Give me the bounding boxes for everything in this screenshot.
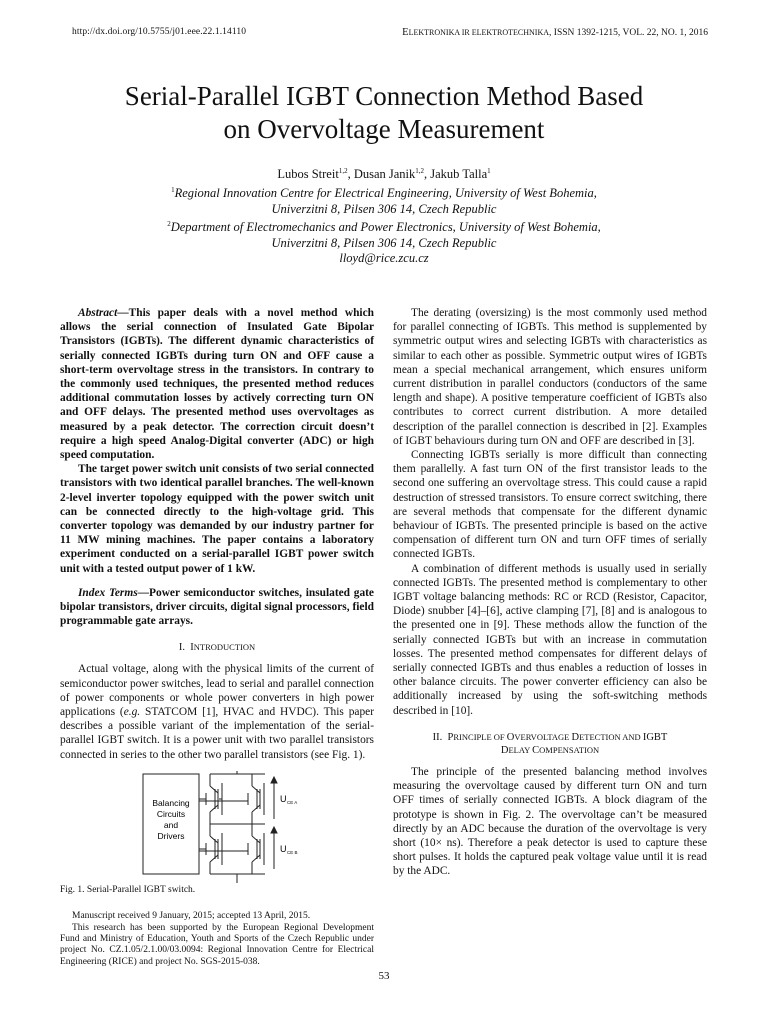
affiliation-1-text: Regional Innovation Centre for Electrical Engineering, University of West Bohemia, bbox=[174, 186, 597, 201]
box-label-1: Balancing bbox=[152, 797, 190, 808]
sec2-w1: P bbox=[447, 731, 454, 743]
affiliation-2-line-2: Univerzitni 8, Pilsen 306 14, Czech Republic bbox=[271, 235, 497, 250]
sec2-w3-rest: ETECTION AND bbox=[579, 731, 643, 742]
right-paragraph-2: Connecting IGBTs serially is more difficult than connecting them parallelly. A fast turn ON of the first transistor leads to the second one suffering an overvoltage stress. This could cause a rapid destruction of stressed transistors. To ensure correct switching, there are several methods that compensate for the different dynamic behaviour of IGBTs. The presented principle is based on the active compensation of different turn ON and turn OFF times of serially connected IGBTs. bbox=[393, 449, 707, 561]
sec2-w2-rest: VERVOLTAGE bbox=[514, 731, 572, 742]
footnote-line-2: This research has been supported by the European Regional Development Fund and Ministry of Education, Youth and Sports of the Czech Republic under project No. CZ.1.05/2.1.00/03.0094: Regional Innovation Centre for Electrical Engineering (RICE) and project No. SGS-2015-038. bbox=[60, 922, 374, 967]
sec2-w3: D bbox=[571, 731, 580, 743]
igbt-top-left bbox=[199, 774, 222, 824]
index-terms-text: —Power semiconductor switches, insulated gate bipolar transistors, driver circuits, digital signal processors, field programmable gate arrays. bbox=[60, 586, 374, 628]
affiliation-2-line-1 bbox=[40, 217, 728, 236]
affiliations bbox=[40, 183, 728, 267]
footnote bbox=[60, 911, 374, 968]
author-2-sup: 1,2 bbox=[415, 167, 425, 175]
box-label-3: and bbox=[163, 819, 179, 830]
section-number: I. bbox=[178, 642, 185, 654]
index-terms-label: Index Terms bbox=[78, 586, 138, 599]
affiliation-2-text: Department of Electromechanics and Power Electronics, University of West Bohemia, bbox=[170, 220, 601, 235]
figure-1-caption: Fig. 1. Serial-Parallel IGBT switch. bbox=[60, 884, 196, 895]
author-3-sup: 1 bbox=[487, 167, 491, 175]
abstract-paragraph-1 bbox=[60, 306, 374, 462]
igbt-bottom-right bbox=[199, 824, 264, 874]
section-heading-principle bbox=[393, 731, 707, 757]
label-uce-b: U bbox=[280, 843, 287, 854]
intro-text-b: STATCOM [1], HVAC and HVDC). This paper describes a possible variant of the implementation of the serial-parallel IGBT switch. It is a power unit with two parallel transistors connected in series to the other two parallel transistors (see Fig. 1). bbox=[60, 706, 374, 761]
intro-text-a: Actual voltage, along with the physical limits of the current of semiconductor power switches, lead to serial and parallel connection of power components or whole power converters in high power applications ( bbox=[60, 663, 374, 719]
intro-paragraph bbox=[60, 662, 374, 761]
sec2-w5-rest: ELAY bbox=[508, 744, 533, 755]
box-label-4: Drivers bbox=[157, 830, 185, 841]
voltage-arrow-a bbox=[271, 777, 277, 819]
label-uce-b-sub: CE B bbox=[287, 849, 298, 855]
right-column bbox=[393, 306, 707, 879]
abstract bbox=[60, 306, 374, 576]
right-paragraph-1: The derating (oversizing) is the most commonly used method for parallel connecting of IGBTs. This method is supplemented by symmetric output wires and selecting IGBTs with characteristics as similar to each other as possible. Symmetric output wires of IGBTs mean a special mechanical arrangement, which ensures uniform current distribution in parallel conductors (conductors of the same length and shape). A positive temperature coefficient of IGBTs also contributes to correct current distribution. A more detailed description of the parallel connection is described in [2]. Examples of IGBT behaviours during turn ON and OFF are described in [3]. bbox=[393, 307, 707, 447]
label-uce-a: U bbox=[280, 793, 287, 804]
intro-eg: e.g. bbox=[123, 706, 141, 719]
author-1-sup: 1,2 bbox=[338, 167, 348, 175]
doi-link[interactable]: http://dx.doi.org/10.5755/j01.eee.22.1.14110 bbox=[72, 27, 247, 37]
sec2-w6: C bbox=[532, 744, 540, 756]
section-rest: NTRODUCTION bbox=[193, 642, 256, 653]
journal-name: LEKTRONIKA IR ELEKTROTECHNIKA bbox=[408, 28, 550, 37]
author-3: , Jakub Talla bbox=[424, 167, 488, 182]
igbt-switch-diagram bbox=[60, 771, 374, 883]
section-heading-introduction bbox=[60, 641, 374, 654]
right-paragraph-4: The principle of the presented balancing method involves measuring the overvoltage caused by different turn ON and turn OFF times of serially connected IGBTs. A block diagram of the prototype is shown in Fig. 2. The overvoltage can’t be measured directly by an ADC because the duration of the overvoltage is very short (10× ns). Therefore a peak detector is used to capture these short pulses. It holds the captured peak voltage value until it is read by the ADC. bbox=[393, 765, 707, 878]
paper-title bbox=[40, 80, 728, 146]
index-terms bbox=[60, 586, 374, 629]
sec2-w6-rest: OMPENSATION bbox=[539, 744, 600, 755]
figure-1 bbox=[60, 771, 374, 883]
sec2-w4: IGBT bbox=[642, 731, 668, 743]
affiliation-1-line-1 bbox=[40, 183, 728, 202]
affiliation-1-line-2: Univerzitni 8, Pilsen 306 14, Czech Republic bbox=[271, 201, 497, 216]
affiliation-2-sup: 2 bbox=[167, 220, 171, 229]
right-paragraph-3: A combination of different methods is usually used in serially connected IGBTs. The presented method is complementary to other IGBT voltage balancing methods: RC or RCD (Resistor, Capacitor, Diode) snubber [4]–[6], active clamping [7], [8] and is analogous to the presented one in [9]. These methods allow the function of the serially connected IGBTs but with an increase in commutation losses. The presented method compensates for different delays of serially connected IGBTs and thus enables a reduction of losses in other balance circuits. The power converter efficiency can also be additionally increased by using the soft-switching methods described in [10]. bbox=[393, 562, 707, 717]
sec2-w1-rest: RINCIPLE OF bbox=[453, 731, 507, 742]
title-line-2: on Overvoltage Measurement bbox=[223, 114, 545, 144]
abstract-label: Abstract bbox=[78, 307, 118, 319]
email[interactable]: lloyd@rice.zcu.cz bbox=[339, 251, 429, 266]
journal-meta: , ISSN 1392-1215, VOL. 22, NO. 1, 2016 bbox=[549, 28, 708, 38]
journal-initial: E bbox=[402, 27, 409, 38]
voltage-arrow-b bbox=[271, 827, 277, 869]
abstract-paragraph-2: The target power switch unit consists of two serial connected transistors with two identical parallel branches. The well-known 2-level inverter topology equipped with the power switch unit can be connected directly to the high-voltage grid. This converter topology was demanded by our industry partner for 11 MW mining machines. The paper contains a laboratory experiment conducted on a serial-parallel IGBT power switch unit with a tested output power of 1 kW. bbox=[60, 463, 374, 575]
box-label-2: Circuits bbox=[156, 808, 186, 819]
igbt-bottom-left bbox=[199, 824, 222, 874]
affiliation-1-sup: 1 bbox=[171, 186, 175, 194]
igbt-top-right bbox=[199, 774, 264, 824]
author-2: , Dusan Janik bbox=[347, 167, 416, 182]
author-1: Lubos Streit bbox=[277, 167, 339, 182]
label-uce-a-sub: CE A bbox=[287, 799, 298, 805]
left-column bbox=[60, 306, 374, 968]
author-list bbox=[40, 167, 728, 182]
footnote-line-1: Manuscript received 9 January, 2015; accepted 13 April, 2015. bbox=[72, 911, 311, 922]
journal-header bbox=[402, 27, 708, 38]
sec2-w5: D bbox=[500, 744, 509, 756]
sec2-number: II. bbox=[432, 731, 443, 743]
sec2-w2: O bbox=[506, 731, 515, 743]
page-number: 53 bbox=[378, 970, 390, 982]
abstract-text-1: —This paper deals with a novel method which allows the serial connection of Insulated Gate Bipolar Transistors (IGBTs). The different dynamic characteristics of serially connected IGBTs during turn ON and OFF cause a short-term overvoltage stress in the transistors. In contrary to the commonly used techniques, the presented method reduces additional commutation losses by actively correcting turn ON and OFF delays. The presented method uses overvoltages as measured by a peak detector. The correction circuit doesn’t require a high speed Analog-Digital converter (ADC) or high speed computation. bbox=[60, 307, 374, 462]
section-first-letter: I bbox=[190, 642, 194, 654]
title-line-1: Serial-Parallel IGBT Connection Method Based bbox=[124, 81, 644, 111]
